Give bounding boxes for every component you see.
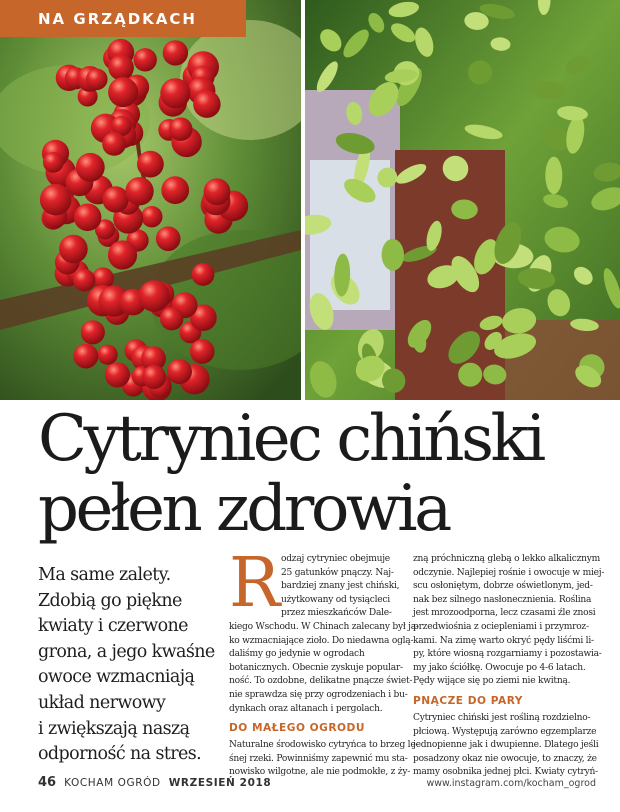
leaf-shape	[545, 157, 562, 195]
body-line: botanicznych. Obecnie zyskuje popular-	[229, 662, 403, 673]
body-line: śnej rzeki. Powinniśmy zapewnić mu sta-	[229, 753, 408, 764]
berry-shape	[40, 184, 72, 216]
berry-shape	[169, 117, 193, 141]
berry-shape	[74, 344, 99, 369]
body-line: ko wzmacniające zioło. Do niedawna oglą-	[229, 635, 414, 646]
body-line: odzaj cytryniec obejmuje	[281, 554, 390, 564]
body-line: scu osłoniętym, dobrze oświetlonym, jed-	[413, 581, 593, 592]
body-line: jednopienne jak i dwupienne. Dlatego jeśli	[413, 740, 599, 751]
body-line: zną próchniczną glebą o lekko alkalicznym	[413, 554, 600, 564]
lead-line: odporność na stres.	[38, 744, 202, 765]
lead-paragraph	[38, 563, 213, 768]
article-headline	[38, 404, 608, 544]
body-line: mamy osobnika jednej płci. Kwiaty cytryń-	[413, 767, 598, 778]
subhead-pair-vine: PNĄCZE DO PARY	[413, 694, 523, 707]
berry-shape	[167, 359, 192, 384]
instagram-link[interactable]: www.instagram.com/kocham_ogrod	[426, 778, 596, 789]
berry-shape	[108, 77, 138, 107]
berry-shape	[108, 55, 134, 81]
berry-shape	[102, 186, 128, 212]
berry-shape	[43, 152, 64, 173]
berry-shape	[134, 48, 157, 71]
body-line: daliśmy go jedynie w ogrodach	[229, 649, 365, 660]
body-line: płciową. Występują zarówno egzemplarze	[413, 726, 597, 737]
body-line: Naturalne środowisko cytryńca to brzeg le-	[229, 740, 419, 751]
body-line: 25 gatunków pnączy. Naj-	[281, 567, 394, 578]
body-line: nak bez silnego nasłonecznienia. Roślina	[413, 594, 592, 605]
headline-line-2: pełen zdrowia	[38, 472, 449, 546]
berry-shape	[74, 204, 102, 232]
body-line: Cytryniec chiński jest rośliną rozdzielno-	[413, 712, 591, 723]
lead-line: i zwiększają naszą	[38, 718, 190, 739]
body-line: nie sprawdza się przy ogrodzeniach i bu-	[229, 689, 408, 700]
berry-shape	[73, 269, 95, 291]
berries-photo-illustration	[0, 0, 301, 400]
berry-shape	[76, 153, 105, 182]
lead-line: owoce wzmacniają	[38, 667, 195, 688]
berry-shape	[81, 320, 105, 344]
lead-line: układ nerwowy	[38, 692, 166, 713]
berry-shape	[192, 263, 215, 286]
berry-shape	[193, 91, 220, 118]
body-line: przez mieszkańców Dale-	[281, 608, 392, 619]
berry-shape	[161, 176, 189, 204]
vine-photo-illustration	[305, 0, 620, 400]
berry-shape	[108, 240, 137, 269]
page-footer	[38, 775, 596, 791]
lead-line: Ma same zalety.	[38, 565, 171, 585]
berries-photo	[0, 0, 301, 400]
body-line: dynkach oraz altanach i pergolach.	[229, 703, 383, 714]
magazine-name: KOCHAM OGRÓD	[64, 777, 161, 789]
berry-shape	[163, 40, 188, 65]
body-line: bardziej znany jest chiński,	[281, 581, 400, 592]
berry-shape	[204, 178, 231, 205]
body-line: Pędy wijące się po ziemi nie kwitną.	[413, 676, 571, 687]
berry-shape	[125, 177, 153, 205]
berry-shape	[160, 307, 183, 330]
subhead-small-garden: DO MAŁEGO OGRODU	[229, 722, 365, 735]
berry-shape	[98, 345, 118, 365]
body-line: jest mrozoodporna, lecz czasami źle znosi	[413, 608, 596, 619]
drop-cap: R	[229, 544, 280, 623]
article-column-2	[413, 553, 603, 780]
body-line: kami. Na zimę warto okryć pędy liśćmi li-	[413, 635, 594, 646]
vine-photo	[305, 0, 620, 400]
page-number: 46	[38, 775, 57, 790]
body-line: posadzony okaz nie owocuje, to znaczy, że	[413, 753, 597, 764]
issue-date: WRZESIEŃ 2018	[168, 777, 272, 789]
berry-shape	[137, 151, 164, 178]
berry-shape	[156, 226, 181, 251]
body-line: ność. To ozdobne, delikatne pnącze świet-	[229, 676, 413, 687]
body-line: odczynie. Najlepiej rośnie i owocuje w miej-	[413, 567, 605, 578]
article-column-1	[229, 544, 419, 780]
berry-shape	[105, 362, 130, 387]
body-line: przedwiośnia z ociepleniami i przymroz-	[413, 621, 589, 632]
berry-shape	[160, 78, 190, 108]
berry-shape	[190, 339, 215, 364]
berry-shape	[86, 69, 108, 91]
body-line: nowisko wilgotne, ale nie podmokłe, z ży-	[229, 767, 411, 778]
berry-shape	[141, 206, 162, 227]
berry-shape	[59, 235, 88, 264]
lead-line: Zdobią go piękne	[38, 590, 182, 611]
body-line: my jako ściółkę. Owocuje po 4-6 latach.	[413, 662, 586, 673]
body-line: użytkowany od tysiącleci	[281, 594, 390, 605]
body-line: py, które wiosną rozgarniamy i pozostawia-	[413, 649, 602, 660]
lead-line: kwiaty i czerwone	[38, 616, 188, 637]
berry-shape	[142, 365, 166, 389]
section-badge: NA GRZĄDKACH	[0, 0, 246, 37]
berry-shape	[102, 132, 126, 156]
berry-shape	[139, 280, 171, 312]
lead-line: grona, a jego kwaśne	[38, 641, 215, 662]
body-line: kiego Wschodu. W Chinach zalecany był ja-	[229, 621, 419, 632]
headline-line-1: Cytryniec chiński	[38, 402, 543, 476]
